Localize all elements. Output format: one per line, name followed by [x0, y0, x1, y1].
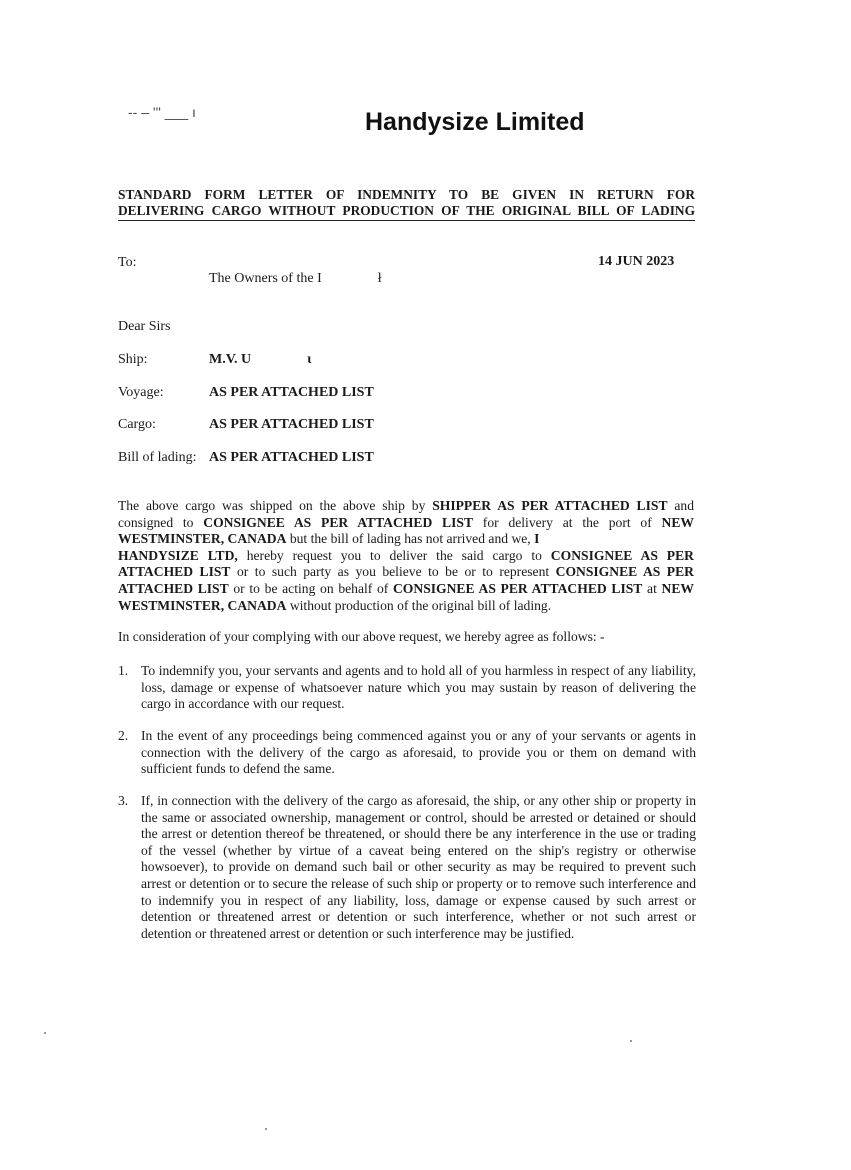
clause-number: 1.: [118, 663, 129, 678]
voyage-label: Voyage:: [118, 385, 164, 400]
clause-1: [118, 663, 696, 713]
scan-speck: [630, 1040, 632, 1042]
intro-run: CONSIGNEE AS PER ATTACHED LIST: [118, 564, 694, 596]
clause-number: 3.: [118, 793, 129, 808]
bill-of-lading-value: AS PER ATTACHED LIST: [209, 450, 374, 465]
letter-date: 14 JUN 2023: [598, 254, 675, 269]
cargo-value: AS PER ATTACHED LIST: [209, 417, 374, 432]
cargo-label: Cargo:: [118, 417, 156, 432]
clause-text: If, in connection with the delivery of the cargo as aforesaid, the ship, or any other ship or property in the same or associated ownership, management or control, should be arrested or detained or should the arrest or detention thereof be threatened, or should there be any interference in the use or trading of the vessel (whether by virtue of a caveat being entered on the ship's registry or otherwise howsoever), to provide on demand such bail or other security as may be required to prevent such arrest or detention or to secure the release of such ship or property or to remove such interference and to indemnify you in respect of any liability, loss, damage or expense caused by such arrest or detention or threatened arrest or detention or such interference, whether or not such arrest or detention or threatened arrest or detention or such interference may be justified.: [141, 793, 696, 941]
intro-run: at: [642, 580, 662, 596]
intro-run: and consigned to: [118, 498, 694, 530]
clause-text: In the event of any proceedings being commenced against you or any of your servants or agents in connection with the delivery of the cargo as aforesaid, to provide you or them on demand with sufficient funds to defend the same.: [141, 728, 696, 777]
intro-run: CONSIGNEE AS PER ATTACHED LIST: [118, 547, 694, 580]
ship-label: Ship:: [118, 352, 148, 367]
scan-speck: [44, 1032, 46, 1034]
company-letterhead: [365, 108, 585, 137]
title-line-2: DELIVERING CARGO WITHOUT PRODUCTION OF THE ORIGINAL BILL OF LADING: [118, 203, 695, 218]
intro-run: NEW WESTMINSTER, CANADA: [118, 514, 694, 547]
intro-run: hereby request you to deliver the said cargo to: [237, 547, 551, 563]
intro-run: without production of the original bill of lading.: [286, 597, 552, 613]
clause-2: [118, 728, 696, 778]
clause-3: [118, 793, 696, 942]
recipient-line: The Owners of the I ł: [209, 271, 382, 286]
document-title: [118, 187, 695, 221]
scan-speck: [265, 1128, 267, 1130]
bill-of-lading-label: Bill of lading:: [118, 450, 197, 465]
salutation: Dear Sirs: [118, 319, 171, 334]
intro-run: CONSIGNEE AS PER ATTACHED LIST: [392, 580, 643, 596]
ship-value: M.V. U ι: [209, 352, 312, 367]
intro-run: but the bill of lading has not arrived and we,: [286, 531, 535, 547]
intro-run: The above cargo was shipped on the above ship by: [118, 498, 433, 513]
redacted-letterhead-marks: -- – ''' ___ ı: [128, 104, 196, 120]
intro-run: CONSIGNEE AS PER ATTACHED LIST: [203, 514, 474, 530]
intro-paragraph: [118, 498, 694, 614]
intro-run: SHIPPER AS PER ATTACHED LIST: [432, 498, 668, 513]
intro-run: NEW WESTMINSTER, CANADA: [118, 580, 695, 613]
intro-run: or to be acting on behalf of: [228, 580, 393, 596]
clause-number: 2.: [118, 728, 129, 743]
intro-run: for delivery at the port of: [473, 514, 662, 530]
title-line-1: STANDARD FORM LETTER OF INDEMNITY TO BE GIVEN IN RETURN FOR: [118, 187, 695, 202]
clause-text: To indemnify you, your servants and agents and to hold all of you harmless in respect of any liability, loss, damage or expense of whatsoever nature which you may sustain by reason of delivering the cargo in accordance with our request.: [141, 663, 696, 712]
to-label: To:: [118, 255, 137, 270]
intro-run: HANDYSIZE LTD,: [118, 547, 238, 563]
intro-run: or to such party as you believe to be or to represent: [230, 564, 556, 580]
intro-run: I: [534, 531, 540, 547]
company-name: Handysize Limited: [365, 108, 585, 136]
consideration-line: In consideration of your complying with our above request, we hereby agree as follows: -: [118, 629, 605, 644]
voyage-value: AS PER ATTACHED LIST: [209, 385, 374, 400]
